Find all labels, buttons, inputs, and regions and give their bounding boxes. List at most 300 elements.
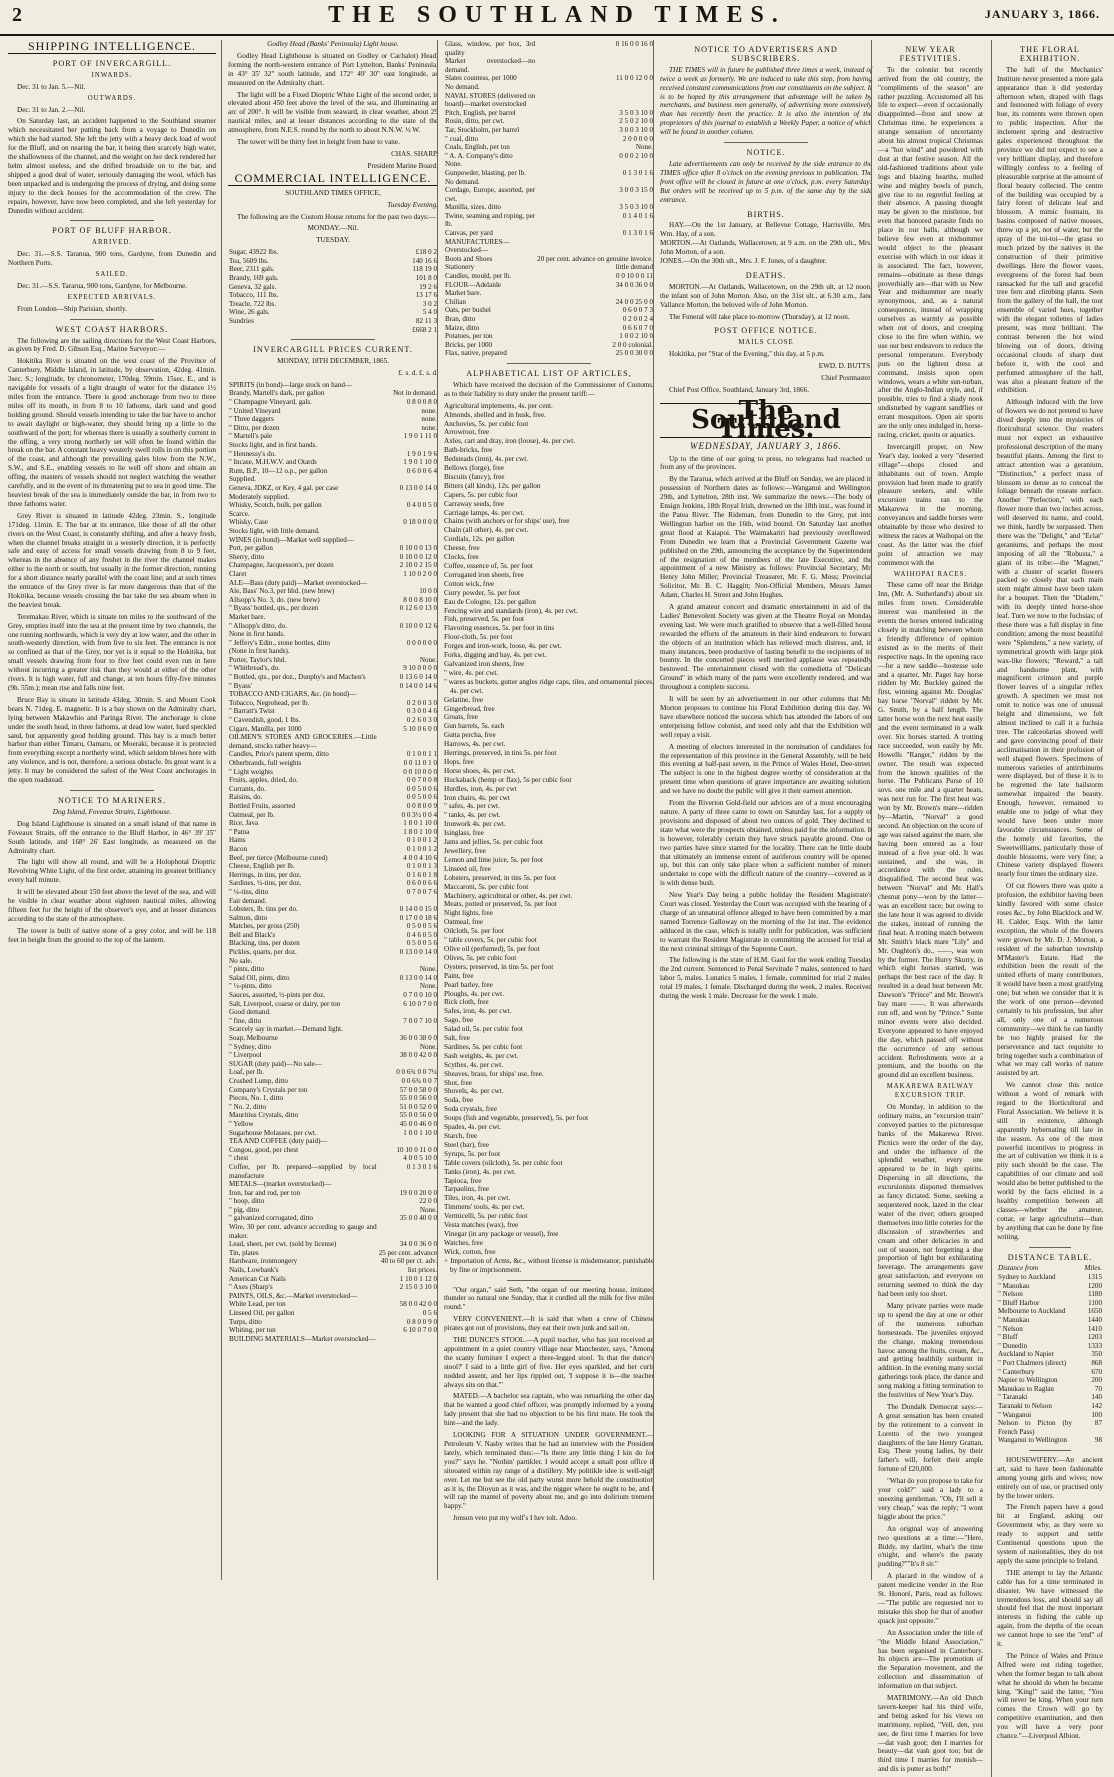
table-cell-item: Sundries [229,316,254,325]
table-cell-item: " Dunedin [998,1341,1028,1350]
table-cell-item: " Ditto, per dozen [229,423,280,432]
table-cell-value: 1 8 0 1 10 0 [403,827,437,836]
price-row [228,690,438,699]
table-cell-item: Claret [229,569,247,578]
table-cell-value: 0 10 0 0 12 6 [399,621,437,630]
price-row [444,281,654,290]
price-row [444,152,654,161]
table-cell-item: " Patna [229,827,250,836]
table-cell-value: 22 0 0 [419,1197,437,1206]
article-list-item: Maccaroni, 5s. per cubic foot [444,882,529,891]
table-cell-item: Brandy, 169 gals. [229,274,279,282]
table-cell-item: Lead, sheet, per cwt. (sold by license) [229,1240,337,1249]
distance-row [997,1290,1103,1299]
price-row [444,229,654,238]
births-text: HAY.—On the 1st January, at Bellevue Cottage, Harrisville, Mrs. Wm. Hay, of a son. MORTON.—At Oatlands, Wallacetown, at 9 a.m. on the 29th ult., Mrs. John Morton, of a son. JONES.—On the 30th ult., Mrs. J. F. Jones, of a daughter. [660,221,872,266]
table-cell-value [378,441,438,450]
article-paragraph: Of cut flowers there was quite a profusion, the exhibitor having been kindly favored with some choice roses &c., by John Blacklock and W. H. Calder, Esqs. With the latter exception, the whole of the flowers were grown by Mr. D. J. Morton, a resident of the suburban township M'Master's Estate. Had the exhibition been the result of the united efforts of many contributors, it would have been a most gratifying one; but when we consider that it is the work of one person—devoted certainly to his profession, but after all, only one of a numerous community—we think he can hardly be too highly praised for the perseverance and tact requisite to bring together such a combination of what we may call works of nature assisted by art. [997,882,1104,1078]
lighthouse-subtitle: Dog Island, Foveaux Straits, Lighthouse. [52,807,172,816]
divider [724,142,809,143]
sailed-text: Dec. 31.—S.S. Tararua, 900 tons, Gardyne, for Melbourne. [17,281,188,290]
price-row [228,879,438,888]
distance-row [997,1342,1103,1351]
price-row [228,1206,438,1215]
article-paragraph: The light will show all round, and will be a Holophotal Dioptric Revolving White Light, of the first order, attaining its greatest brilliancy every half minute. [8,858,216,885]
table-cell-value [378,579,438,588]
table-cell-item: ALE—Bass (duty paid)—Market overstocked— [229,578,368,587]
article-paragraph: An Association under the title of "the Middle Island Association," has been organised in Canterbury. Its objects are—The promotion of the Separation movement, and the collection and dissemination of information on that subject. [878,1628,983,1691]
table-cell-item: " Barratt's Twist [229,707,275,716]
table-cell-item: Crushed Lump, ditto [229,1076,288,1085]
article-list-item: Soda, free [444,1096,474,1105]
subheading-makarewa: MAKAREWA RAILWAY EXCURSION TRIP. [886,1083,975,1100]
article-list-item: Ploughs, 4s. per cwt. [444,989,504,998]
table-cell-item: Sardines, ½-tins, per doz. [229,879,302,888]
table-cell-value: 70 [1094,1384,1102,1393]
table-cell-item: Nelson to Picton (by French Pass) [998,1419,1072,1436]
article-paragraph: "Our organ," said Seth, "the organ of our meeting house, imitated thunder so natural one Sunday, that it curdled all the milk for five miles round." [444,1285,654,1312]
article-list-item: Clocks, free [444,553,479,562]
table-cell-item: Tobacco, Negrohead, per lb. [229,698,310,707]
table-cell-value: 34 0 0 36 0 0 [399,1240,437,1249]
table-cell-item: " Martell's pale [229,432,273,441]
table-cell-item: OILMEN'S STORES AND GROCERIES.—Little demand, stocks rather heavy— [229,733,377,750]
price-row [228,467,438,476]
table-cell-item: Fruits, apples, dried, do. [229,776,298,785]
article-list-item: Oysters, preserved, in tins 5s. per foot [444,962,554,971]
table-cell-value: 0 4 6 0 5 0 [406,930,437,939]
table-cell-value: 1333 [1087,1341,1102,1350]
table-cell-item: " Bluff [998,1333,1018,1342]
price-row [228,1000,438,1009]
table-cell-value [378,613,438,622]
table-cell-value: 3 0 2 [422,299,437,308]
price-row [228,1086,438,1095]
table-cell-value: 0 18 0 0 0 0 [403,518,437,527]
table-cell-item: Wire, 30 per cent. advance according to gauge and maker. [229,1223,377,1240]
price-row [228,415,438,424]
table-cell-item: Lobsters, lb. tins per do. [229,905,298,914]
table-cell-value: 0 13 0 0 14 0 [399,973,437,982]
article-paragraph: Teremakau River, which is situate ten miles to the southward of the Grey, empties itself into the sea at the present time by two channels, the one running northwards, which is very dry at low water, and the other in south-westerly direction, with from five to six feet. The entrance is not so confined as that of the Grey, nor yet is it equal to the Hokitika, but small vessels drawing from four to five feet could even run in here without incurring a greater risk than they would at either of the other rivers. It is high water, full and change, at ten hours fifty-five minutes (9h. 55m.); mean rise and falls nine feet. [8,612,216,692]
subheading-post-office: POST OFFICE NOTICE. [714,326,818,336]
price-row [228,622,438,631]
distance-row [997,1307,1103,1316]
table-cell-item: " coal, ditto [445,134,479,143]
table-cell-item: Stocks light, with little demand. [229,526,320,535]
price-row [228,1309,438,1318]
article-list-item: Night lights, free [444,909,493,918]
table-cell-value: 10 0 0 [419,587,437,596]
price-row [228,793,438,802]
article-list-item: Safes, iron, 4s. per cwt. [444,1007,512,1016]
table-cell-item: Turps, ditto [229,1317,262,1326]
prices-date: MONDAY, 18TH DECEMBER, 1865. [277,357,389,366]
table-cell-value: 0 4 0 0 5 0 [406,501,437,510]
table-cell-value: 6 10 0 7 0 0 [403,999,437,1008]
table-cell-value [536,160,654,169]
table-cell-value: 98 [1094,1436,1102,1445]
table-cell-value [378,493,438,502]
article-list-item: " safes, 4s. per cwt. [444,802,500,811]
customs-row [228,248,438,257]
table-cell-item: " Nelson [998,1324,1023,1333]
price-row [228,407,438,416]
table-cell-item: Stationery [445,263,475,272]
table-cell-item: Cheese, English per lb. [229,862,295,871]
table-cell-item: " Liverpool [229,1051,262,1060]
article-paragraph: The tower is built of native stone of a grey color, and will be 118 feet in height from the ground to the top of the lantern. [8,926,216,944]
table-cell-value [536,83,654,92]
table-cell-item: " Whitbread's, do. [229,664,280,673]
price-row [228,673,438,682]
article-paragraph: By the Tararua, which arrived at the Bluff on Sunday, we are placed in possession of Northern dates as follows:—Wanganui and Wellington, 29th, and Lyttelton, 28th inst. We summarize the news.—The body of Ensign Jenkins, 18th Royal Irish, drowned on the 18th inst., was found in the Patea River. The Rideman, from Dunedin to the Grey, put into Wellington harbor on the 16th, wind bound. On Saturday last another great flood at Kaiapoi. The Waimakariri had previously overflowed. From Dunedin we learn that a Provincial Government Gazette was published on the 29th, announcing the acceptance by the Superintendent of the resignation of the members of the late Executive, and the appointment of a new Ministry as follows: Provincial Secretary, Mr. Henry John Miller; Provincial Treasurer, Mr. F. G. Moss; Provincial Solicitor, Mr. B. C. Haggitt; Non-Official Members, Messrs James Adam, Charles H. Street and John Hughes. [660,475,872,600]
price-row [228,905,438,914]
table-cell-item: Port, per gallon [229,544,273,553]
notice-text: Late advertisements can only be received by the side entrance to the TIMES office after 8 o'clock on the evening previous to publication. The front office will be closed in future at one o'clock, p.m. every Saturday: But orders will be received up to 5 p.m. of the same day by the side entrance. [660,159,872,204]
table-cell-value: 0 13 0 0 14 0 [399,948,437,957]
article-list-item: Chains (with anchors or for ships' use), free [444,517,570,526]
price-row [228,1214,438,1223]
table-cell-value: 24 0 0 25 0 0 [615,297,653,306]
distance-row [997,1316,1103,1325]
table-cell-value: 19 2 6 [419,282,437,291]
table-cell-value: 0 2 6 0 3 0 [406,716,437,725]
table-cell-value: 1 10 0 1 12 0 [399,1274,437,1283]
table-cell-item: " galvanized corrugated, ditto [229,1214,314,1223]
table-cell-item: Wine, 26 gals. [229,308,270,317]
price-row [228,656,438,665]
subheading-mariners: NOTICE TO MARINERS. [57,795,167,805]
table-cell-value: 140 16 6 [412,256,437,265]
table-cell-item: Coffee, per lb. prepared—supplied by local manufacture [229,1162,377,1180]
articles-list [444,402,654,1275]
article-list-item: Agricultural implements, 4s. per cent. [444,401,553,410]
price-row [228,862,438,871]
article-list-item: Lemon and lime juice, 5s. per foot [444,855,544,864]
article-paragraph: The Prince of Wales and Prince Alfred were out riding together, when the former began to talk about what he should do when he became king. "King!" said the latter, "You will never be king. When your turn comes the Crown will go by competitive examination, and then you will have a very poor chance."—Liverpool Albion. [997,1651,1103,1741]
price-row [228,922,438,931]
table-cell-value: 0 10 0 0 13 0 [399,544,437,553]
article-paragraph: It will be seen by an advertisement in our other columns that Mr. Morton proposes to continue his Floral Exhibition during this day. We have elsewhere noticed the success which has attended the labors of our enterprising fellow colonist, and need only add that the Exhibition will well repay a visit. [660,695,872,739]
table-cell-value: 0 0 10 0 0 0 [403,767,437,776]
table-cell-item: " Three daggers [229,415,274,424]
price-row [228,1180,438,1189]
table-cell-item: Manukau to Raglan [998,1384,1054,1393]
table-cell-value: 57 0 0 58 0 0 [399,1085,437,1094]
distance-row [997,1385,1103,1394]
article-list-item: Soda crystals, free [444,1105,497,1114]
table-cell-value: 40 to 60 per ct. adv. [380,1257,437,1266]
table-cell-item: " A. A. Company's ditto [445,151,513,160]
price-row [228,1051,438,1060]
table-cell-item: Oatmeal, per lb. [229,810,275,819]
table-cell-item: Hams [229,836,246,845]
table-cell-value: 19 0 0 20 0 0 [399,1188,437,1197]
price-row [228,1154,438,1163]
price-row [444,324,654,333]
table-cell-value [378,1025,438,1034]
label-sailed: SAILED. [95,271,129,279]
article-list-item: Corrugated iron sheets, free [444,570,524,579]
article-list-item: Gelatine, free [444,695,484,704]
customs-row [228,274,438,283]
table-cell-item: Beef, per tierce (Melbourne cured) [229,853,328,862]
label-expected: EXPECTED ARRIVALS. [67,293,157,301]
customs-row [228,265,438,274]
price-row [228,458,438,467]
table-cell-value: none. [421,415,437,424]
price-row [228,527,438,536]
table-cell-item: Salmon, ditto [229,913,268,922]
article-paragraph: These came off near the Bridge Inn, (Mr. A. Sutherland's) about six miles from town. Considerable interest was manifested in the events the horses entered indicating closely in matching between whom a friendly difference of opinion existed as to the merits of their respective nags. In the opening race—for a new saddle—hostesse sole and a quarter, Mr. Paget hay horse ridden by Mr. Buckley gained the first, winning against Mr. Douglas' bay horse "Norval" ridden by Mr. G. Smith, by a half length. The latter horse won the next heat easily and the event terminated in a walk over. Six horses started. A trotting race succeeded, won easily by Mr. Howells "Ranger," ridden by the owner. The result was expected from the known qualities of the horse. The Publicans Purse of 10 sovs. one mile and a quarter heats, was next run for. The first heat was won by Mr. Brown's mare—ridden by—Martin, "Norval" a good second. An objection on the score of age was raised against the mare, she having been entered as a four instead of a five year old. It was sustained, and she was, in accordance with the rules, disqualified. The second heat was between "Norval" and Mr. Hall's chesnut pony—won by the latter—was an excellent race; but owing to the late hour it was agreed to divide the stakes, instead of running the final heat. A trotting match between Mr. Smith's black mare "Lily" and Mr. Oughton's do., ——, was won by the former. The Hurry Skurry, in which eight horses started, was perhaps the best race of the day. It resulted in a dead heat between Mr. Dawson's "Prince" and Mr. Brown's bay mare ——. It was afterwards run off, and won by "Prince." Some minor events were also decided. Everyone appeared to have enjoyed the day, which passed off without the occurrence of any serious accident. Refreshments were at a premium, and the booths on the ground did an excellent business. [878,581,983,1080]
article-list-item: Tapioca, free [444,1176,482,1185]
price-row [444,289,654,298]
table-cell-item: Rosin, ditto, per cwt. [445,117,505,126]
divider [1029,1247,1071,1248]
price-row [228,381,438,390]
article-list-item: Scythes, 4s. per cwt. [444,1060,504,1069]
customs-row [228,326,438,335]
table-cell-item: " Port Chalmers (direct) [998,1358,1067,1367]
table-cell-value: 118 19 0 [412,265,437,274]
table-cell-item: Soap, Melbourne [229,1034,278,1042]
article-list-item: Fencing wire and standards (iron), 4s. per cwt. [444,606,578,615]
table-cell-item: Oats, per bushel [445,306,491,315]
article-list-item: Vesta matches (wax), free [444,1221,519,1230]
table-cell-value: £668 2 1 [412,325,437,334]
price-row [444,186,654,203]
price-row [228,888,438,897]
distance-row [997,1436,1103,1445]
divider [507,363,591,364]
table-cell-value: 0 13 6 0 14 0 [399,673,437,682]
table-cell-value: 7 0 0 7 10 0 [403,1016,437,1025]
table-cell-value: 1203 [1087,1333,1102,1342]
table-cell-value [378,733,438,750]
table-cell-item: Hardware, ironmongery [229,1257,298,1266]
divider [291,339,375,340]
table-cell-value: 0 6 0 0 7 3 [622,306,653,315]
table-cell-value: 1100 [1088,1298,1102,1307]
table-cell-value: 4 0 0 5 10 0 [403,1154,437,1163]
table-cell-value: 0 0 0 0 0 0 [406,638,437,647]
article-paragraph: On Monday, in addition to the ordinary trains, an "excursion train" conveyed parties to the picturesque banks of the Makarewa River. Picnics were the order of the day, and under the influence of the splendid weather, every one appeared to be in high spirits. Dispersing in all directions, the excursionists disported themselves as fancy dictated. Some, seeking a sequestered nook, lazed in the clear water of the river; others grouped themselves into little coteries for the discussion of strawberries and cream and other delicacies in and out of season, not forgetting a due proportion of light but exhilarating beverage. The arrangements gave great satisfaction, and everyone on returning seemed to think the day had been only too short. [878,1103,983,1299]
table-cell-item: " Axes (Sharp's [229,1283,273,1292]
price-row [228,424,438,433]
table-cell-item: Glass, window, per box, 3rd quality [445,40,536,57]
table-cell-item: Matches, per gross (250) [229,922,300,931]
price-row [228,1223,438,1240]
article-paragraph: We cannot close this notice without a word of remark with regard to the Horticultural and Floral Association. We believe it is still in existence, although apparently hybernating till late in the season. As one of the most powerful incentives to progress in the art of cultivation we think it is a pity such should be the case. The capabilities of our climate and soil would also be better published to the world by the facts elicited in a healthy competition between all classes—whether the amateur, cottar, or large agriculturist—than by anything that can be done by fine writing. [997,1081,1103,1241]
article-list-item: Ironwork 4s. per cwt. [444,820,506,829]
distance-row [997,1368,1103,1377]
table-cell-item: Brandy, Martell's dark, per gallon [229,389,325,398]
price-row [228,664,438,673]
price-row [228,1275,438,1284]
table-cell-item: " pig, ditto [229,1205,260,1214]
table-cell-value: 25 0 0 30 0 0 [615,349,653,358]
article-list-item: Tanks (iron), 4s. per cwt. [444,1167,516,1176]
subheading-prices-current: INVERCARGILL PRICES CURRENT. [253,345,413,355]
table-cell-value: 1650 [1087,1307,1102,1316]
table-cell-item: Bell and Black's [229,930,276,939]
article-list-item: Pearl barley, free [444,980,493,989]
table-cell-item: Congou, good, per chest [229,1145,299,1154]
table-cell-item: TEA AND COFFEE (duty paid)— [229,1137,328,1146]
table-cell-item: Ale, Bass' No.3, per hhd. (new brew) [229,587,335,596]
table-cell-value: 35 0 0 40 0 0 [399,1214,437,1223]
price-row [444,92,654,109]
table-cell-value: 0 0 0 2 10 0 [619,151,653,160]
table-cell-value: 2 5 0 2 10 0 [619,117,653,126]
table-cell-value [378,647,438,656]
price-row [228,1146,438,1155]
article-list-item: Jewellery, free [444,847,486,855]
price-row [228,716,438,725]
table-cell-value: 45 0 0 46 0 0 [399,1119,437,1128]
table-cell-item: Slates countess, per 1000 [445,74,517,83]
article-list-item: Oatmeal, free [444,918,484,927]
table-cell-value: 1180 [1088,1290,1102,1299]
table-cell-item: Manilla, sizes, ditto [445,203,501,212]
article-paragraph: Bruce Bay is situate in latitude 43deg. 30min. S. and Mount Cook bears N. 71deg. E. magnetic. It is a bay shown on the Admiralty chart, lying between Makawhio and Paringa River. The anchorage is close under the south head, in three fathoms, at dead low water, hard speckled sand, but apparently good holding ground. This bay is a much better harbor than either Timaru, Oamaru, or Moeraki, because it is protected from everything except a northerly wind, which seldom blows here with any violence, and is not, therefore, a serious obstacle. Its great want is a jetty. It may be considered the safest of the West Coast anchorages in the open roadstead. [8,695,216,785]
table-cell-value: 101 8 0 [415,274,437,282]
price-row [228,1266,438,1275]
article-paragraph: New Year's Day being a public holiday the Resident Magistrate's Court was closed. Yesterday the Court was occupied with the hearing of a charge of an unnatural offence alleged to have been committed by a man named Torrence Galloway on the morning of the 1st inst. The evidence adduced in the case, which is totally unfit for publication, was sufficient to warrant the Resident Magistrate in committing the accused for trial at the next criminal sittings of the Supreme Court. [660,891,872,953]
table-cell-value: 38 0 0 42 0 0 [399,1051,437,1060]
table-cell-value: 8 0 0 8 10 0 [403,595,437,604]
table-cell-value [378,1292,438,1301]
price-row [444,272,654,281]
column-3 [437,40,660,1580]
customs-row [228,300,438,309]
table-cell-value: 10 10 0 11 0 0 [396,1145,437,1154]
table-cell-value: 868 [1091,1358,1102,1367]
article-list-item: Timmens' tools, 4s. per cwt. [444,1203,525,1212]
table-cell-item: Cigars, Manilla, per 1000 [229,724,302,733]
table-cell-value: 51 0 0 52 0 0 [399,1102,437,1111]
price-row [228,570,438,579]
table-cell-value: 4 0 0 4 10 6 [403,853,437,862]
article-list-item: Wick, cotton, free [444,1247,496,1256]
subheading-west-coast: WEST COAST HARBORS. [55,324,169,334]
price-row [228,931,438,940]
signature-title: Chief Postmaster. [821,374,872,383]
table-cell-value: 0 1 6 0 1 8 [406,870,437,879]
lighthouse-subtitle: Godley Head (Banks' Peninsula) Light house. [267,40,399,48]
price-row [228,1283,438,1292]
newspaper-nameplate: The Southland Times. [660,403,872,438]
table-cell-item: Candles, Price's patent sperm, ditto [229,750,329,759]
table-cell-value: 82 11 3 [415,316,437,325]
table-cell-value: 25 per cent. advance [378,1248,437,1257]
table-cell-item: SPIRITS (in bond)—large stock on hand— [229,380,353,389]
table-cell-item: " Allsopp's ditto, do. [229,621,287,630]
table-cell-value: 34 0 0 36 0 0 [615,280,653,289]
table-cell-item: " Manukau [998,1316,1030,1324]
article-list-item: Salad oil, 5s. per cubic foot [444,1025,523,1034]
table-cell-item: Whiting, per ton [229,1326,276,1335]
table-cell-item: Maize, ditto [445,323,480,332]
table-cell-value: 3 5 0 3 10 0 [619,203,653,212]
table-cell-item: METALS—(market overstocked)— [229,1180,332,1189]
price-row [228,604,438,613]
table-cell-item: " Jeffery's Edin., stone bottles, ditto [229,638,330,647]
article-paragraph: Which have received the decision of the Commissioner of Customs, as to their liability to duty under the present tariff:— [444,380,654,398]
table-cell-value: 2 10 0 2 15 0 [399,561,437,570]
table-cell-item: " Sydney, ditto [229,1042,272,1051]
table-cell-value [378,1008,438,1017]
table-cell-value: 0 0 7 0 0 8 [406,776,437,785]
price-row [228,707,438,716]
table-cell-value: 55 0 0 56 0 0 [399,1094,437,1103]
article-list-item: Paint, free [444,971,474,980]
table-cell-value: 0 1 0 0 1 3 [406,862,437,871]
price-row [228,596,438,605]
table-cell-value: 1200 [1087,1281,1102,1290]
price-row [444,40,654,57]
price-row [444,143,654,152]
price-row [228,1326,438,1335]
price-row [228,1163,438,1180]
section-heading-commercial: COMMERCIAL INTELLIGENCE. [228,174,438,186]
table-cell-value [378,897,438,906]
table-cell-value: 1 9 0 1 11 0 [403,432,437,441]
table-cell-value: 0 0 5 0 0 6 [406,793,437,802]
subheading-new-year: NEW YEAR FESTIVITIES. [899,45,962,63]
price-row [228,871,438,880]
price-row [228,982,438,991]
table-cell-item: TOBACCO AND CIGARS, &c. (in bond)— [229,690,357,699]
article-paragraph: The tower will be thirty feet in height from base to vane. [237,138,400,147]
article-list-item: Gutta percha, free [444,731,496,740]
divider [507,1280,591,1281]
table-cell-value [536,289,654,298]
table-cell-item: " Yellow [229,1119,254,1128]
table-cell-value: 36 0 0 38 0 0 [399,1034,437,1042]
label-mails-close: MAILS CLOSE [738,339,794,347]
price-row [228,828,438,837]
article-list-item: Carriage lamps, 4s. per cwt. [444,508,525,517]
price-row [228,536,438,545]
table-cell-item: " ¼-tins, ditto [229,887,269,896]
price-row [228,518,438,527]
divider [70,220,153,221]
table-cell-value [378,510,438,519]
table-cell-value: 0 0 10 0 0 11 [616,272,653,281]
table-cell-item: Porter, Taylor's hhd. [229,655,287,664]
price-row [228,939,438,948]
subheading-floral-exhibition: THE FLORAL EXHIBITION. [1019,45,1081,63]
subheading-distance-table: DISTANCE TABLE. [1007,1252,1093,1262]
table-cell-item: Twine, seaming and roping, per lb. [445,211,536,229]
divider [70,319,153,320]
table-cell-item: Moderately supplied. [229,492,290,501]
article-paragraph: The light will be a Fixed Dioptric White Light of the second order, is elevated about 450 feet above the level of the sea, and illuminating an arc of 200°. It will be visible from seaward, in clear weather, about 29 nautical miles, and at lesser distances according to the state of the atmosphere, from N.E.S. round by the north to about N.N.W. ½ W. [228,90,438,135]
price-row [444,238,654,255]
article-list-item: Axles, cart and dray, iron (loose), 4s. per cwt. [444,437,576,446]
table-cell-item: Market overstocked—no demand. [445,57,536,74]
price-row [228,819,438,828]
table-cell-item: " hoop, ditto [229,1197,265,1206]
article-list-item: Carraway seeds, free [444,499,505,508]
article-paragraph: Godley Head Lighthouse is situated on Godley or Cachalot) Head, forming the north-western entrance of Port Lyttelton, Banks' Peninsula, in 43° 35' 32" south latitude, and 172° 49' 30" east longitude, as measured on the Admiralty chart. [228,51,438,87]
price-row [228,1129,438,1138]
table-cell-value: 350 [1091,1350,1102,1359]
price-row [228,768,438,777]
table-cell-value: 0 1 0 0 1 2 [406,844,437,853]
